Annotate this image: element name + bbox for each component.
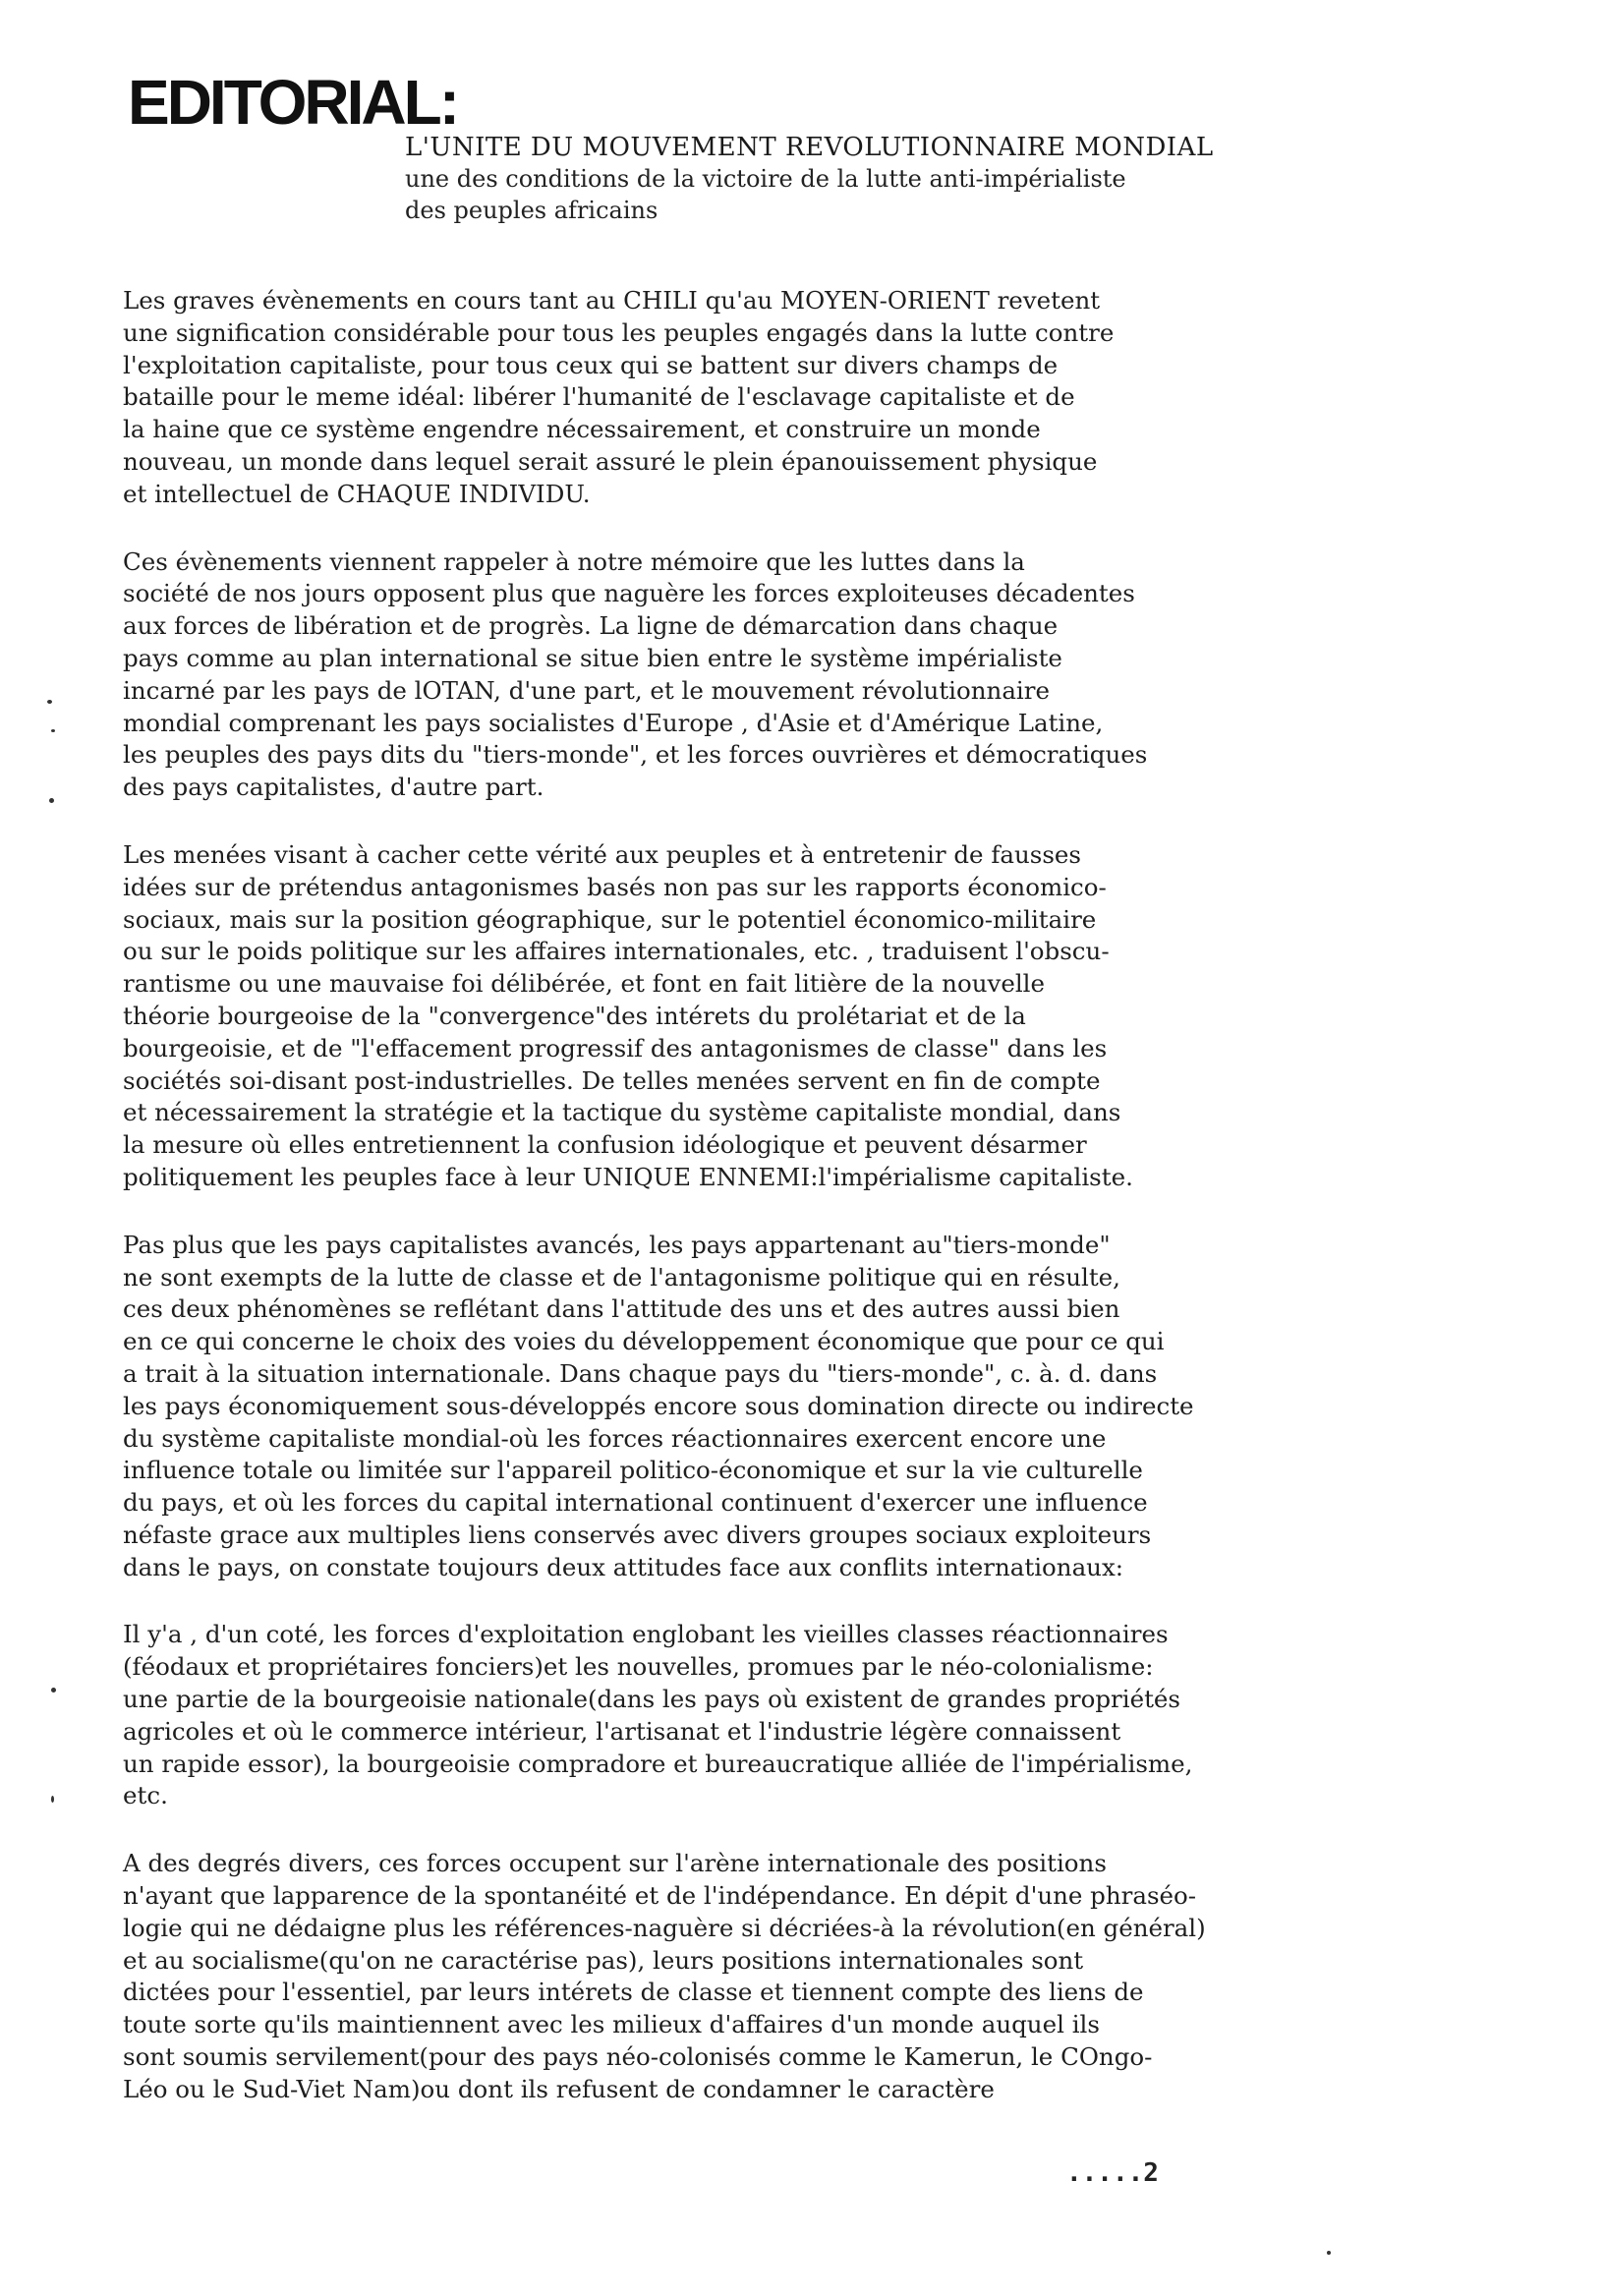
scan-speck — [47, 700, 52, 704]
text-line: pays comme au plan international se situe bien entre le système impérialiste — [123, 643, 1062, 672]
text-line: toute sorte qu'ils maintiennent avec les milieux d'affaires d'un monde auquel ils — [123, 2010, 1100, 2039]
text-line: dictées pour l'essentiel, par leurs intérets de classe et tiennent compte des liens de — [123, 1978, 1144, 2007]
text-line: agricoles et où le commerce intérieur, l'artisanat et l'industrie légère connaissent — [123, 1716, 1121, 1746]
text-line: les peuples des pays dits du "tiers-monde", et les forces ouvrières et démocratiques — [123, 740, 1148, 770]
text-line: des pays capitalistes, d'autre part. — [123, 773, 544, 802]
editorial-heading — [405, 132, 1506, 226]
paragraph — [123, 285, 1568, 511]
scan-speck — [51, 1688, 56, 1693]
text-line: dans le pays, on constate toujours deux attitudes face aux conflits internationaux: — [123, 1552, 1124, 1581]
text-line: en ce qui concerne le choix des voies du développement économique que pour ce qui — [123, 1327, 1165, 1356]
text-line: bataille pour le meme idéal: libérer l'humanité de l'esclavage capitaliste et de — [123, 382, 1075, 412]
text-line: et intellectuel de CHAQUE INDIVIDU. — [123, 479, 591, 508]
text-line: un rapide essor), la bourgeoisie compradore et bureaucratique alliée de l'impérialisme, — [123, 1749, 1193, 1778]
text-line: Pas plus que les pays capitalistes avancés, les pays appartenant au"tiers-monde" — [123, 1230, 1111, 1259]
text-line: une signification considérable pour tous les peuples engagés dans la lutte contre — [123, 317, 1115, 347]
text-line: nouveau, un monde dans lequel serait assuré le plein épanouissement physique — [123, 446, 1098, 476]
page-number: .....2 — [1066, 2158, 1159, 2188]
text-line: du système capitaliste mondial-où les forces réactionnaires exercent encore une — [123, 1423, 1107, 1453]
text-line: la mesure où elles entretiennent la confusion idéologique et peuvent désarmer — [123, 1130, 1087, 1160]
text-line: Les menées visant à cacher cette vérité aux peuples et à entretenir de fausses — [123, 839, 1081, 869]
text-line: a trait à la situation internationale. Dans chaque pays du "tiers-monde", c. à. d. dans — [123, 1358, 1158, 1388]
text-line: logie qui ne dédaigne plus les références-naguère si décriées-à la révolution(en général) — [123, 1913, 1206, 1942]
article-body — [123, 285, 1568, 2142]
text-line: néfaste grace aux multiples liens conservés avec divers groupes sociaux exploiteurs — [123, 1520, 1152, 1549]
paragraph — [123, 1848, 1568, 2105]
text-line: les pays économiquement sous-développés encore sous domination directe ou indirecte — [123, 1391, 1194, 1420]
scan-speck — [1327, 2251, 1331, 2255]
paragraph — [123, 839, 1568, 1194]
text-line: n'ayant que lapparence de la spontanéité et de l'indépendance. En dépit d'une phraséo- — [123, 1881, 1197, 1911]
text-line: idées sur de prétendus antagonismes basés non pas sur les rapports économico- — [123, 872, 1107, 901]
text-line: ces deux phénomènes se reflétant dans l'attitude des uns et des autres aussi bien — [123, 1294, 1120, 1324]
text-line: influence totale ou limitée sur l'appareil politico-économique et sur la vie culturelle — [123, 1456, 1143, 1485]
text-line: et au socialisme(qu'on ne caractérise pas), leurs positions internationales sont — [123, 1945, 1084, 1975]
scan-speck — [49, 798, 54, 803]
text-line: la haine que ce système engendre nécessairement, et construire un monde — [123, 415, 1041, 444]
text-line: du pays, et où les forces du capital international continuent d'exercer une influence — [123, 1488, 1148, 1518]
text-line: Les graves évènements en cours tant au CHILI qu'au MOYEN-ORIENT revetent — [123, 286, 1101, 315]
text-line: etc. — [123, 1781, 168, 1810]
scan-speck — [51, 1796, 54, 1803]
text-line: ne sont exempts de la lutte de classe et de l'antagonisme politique qui en résulte, — [123, 1262, 1120, 1292]
text-line: Ces évènements viennent rappeler à notre mémoire que les luttes dans la — [123, 546, 1025, 576]
text-line: Léo ou le Sud-Viet Nam)ou dont ils refusent de condamner le caractère — [123, 2074, 995, 2103]
text-line: l'exploitation capitaliste, pour tous ceux qui se battent sur divers champs de — [123, 350, 1059, 379]
text-line: rantisme ou une mauvaise foi délibérée, et font en fait litière de la nouvelle — [123, 969, 1045, 999]
text-line: mondial comprenant les pays socialistes d'Europe , d'Asie et d'Amérique Latine, — [123, 708, 1104, 737]
editorial-title: L'UNITE DU MOUVEMENT REVOLUTIONNAIRE MONDIAL — [405, 133, 1214, 162]
text-line: sociétés soi-disant post-industrielles. De telles menées servent en fin de compte — [123, 1065, 1101, 1095]
paragraph — [123, 1230, 1568, 1584]
text-line: ou sur le poids politique sur les affaires internationales, etc. , traduisent l'obscu- — [123, 937, 1110, 966]
text-line: sociaux, mais sur la position géographique, sur le potentiel économico-militaire — [123, 904, 1097, 934]
masthead-title: EDITORIAL: — [128, 67, 458, 138]
text-line: (féodaux et propriétaires fonciers)et les nouvelles, promues par le néo-colonialisme: — [123, 1652, 1154, 1682]
text-line: une partie de la bourgeoisie nationale(dans les pays où existent de grandes propriétés — [123, 1685, 1181, 1714]
editorial-subtitle-line: une des conditions de la victoire de la lutte anti-impérialiste — [405, 165, 1126, 193]
paragraph — [123, 1619, 1568, 1812]
text-line: sont soumis servilement(pour des pays néo-colonisés comme le Kamerun, le COngo- — [123, 2042, 1153, 2072]
text-line: A des degrés divers, ces forces occupent sur l'arène internationale des positions — [123, 1849, 1107, 1878]
scan-speck — [51, 729, 55, 732]
text-line: bourgeoisie, et de "l'effacement progressif des antagonismes de classe" dans les — [123, 1033, 1108, 1062]
text-line: politiquement les peuples face à leur UNIQUE ENNEMI:l'impérialisme capitaliste. — [123, 1162, 1133, 1191]
text-line: Il y'a , d'un coté, les forces d'exploitation englobant les vieilles classes réactionnaires — [123, 1620, 1169, 1649]
paragraph — [123, 546, 1568, 804]
text-line: et nécessairement la stratégie et la tactique du système capitaliste mondial, dans — [123, 1098, 1121, 1127]
text-line: aux forces de libération et de progrès. La ligne de démarcation dans chaque — [123, 611, 1059, 641]
text-line: théorie bourgeoise de la "convergence"des intérets du prolétariat et de la — [123, 1001, 1026, 1030]
editorial-subtitle-line: des peuples africains — [405, 197, 659, 224]
text-line: incarné par les pays de lOTAN, d'une part, et le mouvement révolutionnaire — [123, 675, 1050, 705]
text-line: société de nos jours opposent plus que naguère les forces exploiteuses décadentes — [123, 579, 1135, 608]
